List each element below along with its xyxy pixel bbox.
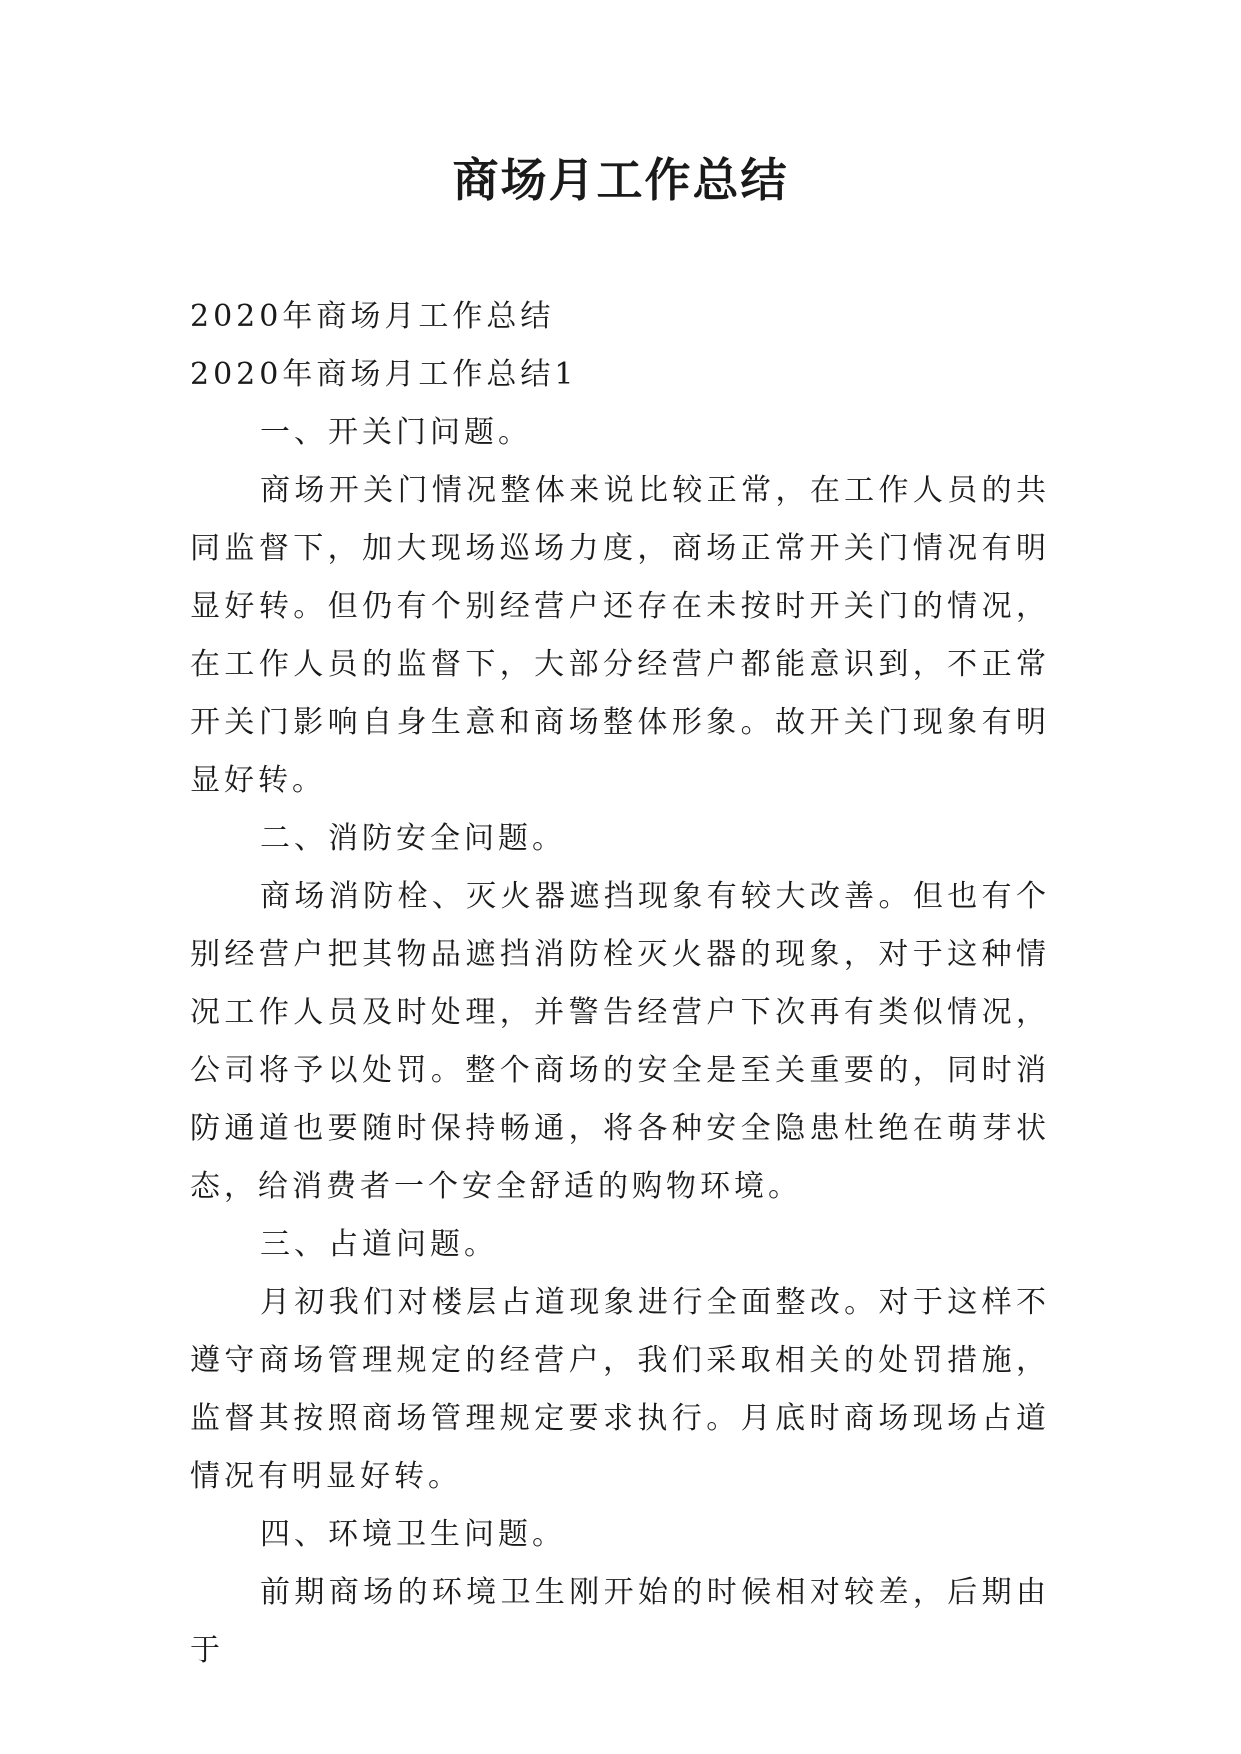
section-heading: 二、消防安全问题。 <box>260 821 566 856</box>
paragraph: 前期商场的环境卫生刚开始的时候相对较差，后期由于 <box>190 1575 1050 1668</box>
paragraph: 2020年商场月工作总结1 <box>190 357 578 392</box>
paragraph: 商场开关门情况整体来说比较正常，在工作人员的共同监督下，加大现场巡场力度，商场正常开关门情况有明显好转。但仍有个别经营户还存在未按时开关门的情况，在工作人员的监督下，大部分经营户都能意识到，不正常开关门影响自身生意和商场整体形象。故开关门现象有明显好转。 <box>190 473 1050 798</box>
document-body <box>190 288 1050 1680</box>
section-heading: 三、占道问题。 <box>260 1227 498 1262</box>
section-heading: 四、环境卫生问题。 <box>260 1517 566 1552</box>
paragraph: 商场消防栓、灭火器遮挡现象有较大改善。但也有个别经营户把其物品遮挡消防栓灭火器的现象，对于这种情况工作人员及时处理，并警告经营户下次再有类似情况，公司将予以处罚。整个商场的安全是至关重要的，同时消防通道也要随时保持畅通，将各种安全隐患杜绝在萌芽状态，给消费者一个安全舒适的购物环境。 <box>190 879 1050 1204</box>
document-title: 商场月工作总结 <box>452 153 789 207</box>
paragraph: 2020年商场月工作总结 <box>190 299 555 334</box>
section-heading: 一、开关门问题。 <box>260 415 532 450</box>
paragraph: 月初我们对楼层占道现象进行全面整改。对于这样不遵守商场管理规定的经营户，我们采取相关的处罚措施，监督其按照商场管理规定要求执行。月底时商场现场占道情况有明显好转。 <box>190 1285 1050 1494</box>
